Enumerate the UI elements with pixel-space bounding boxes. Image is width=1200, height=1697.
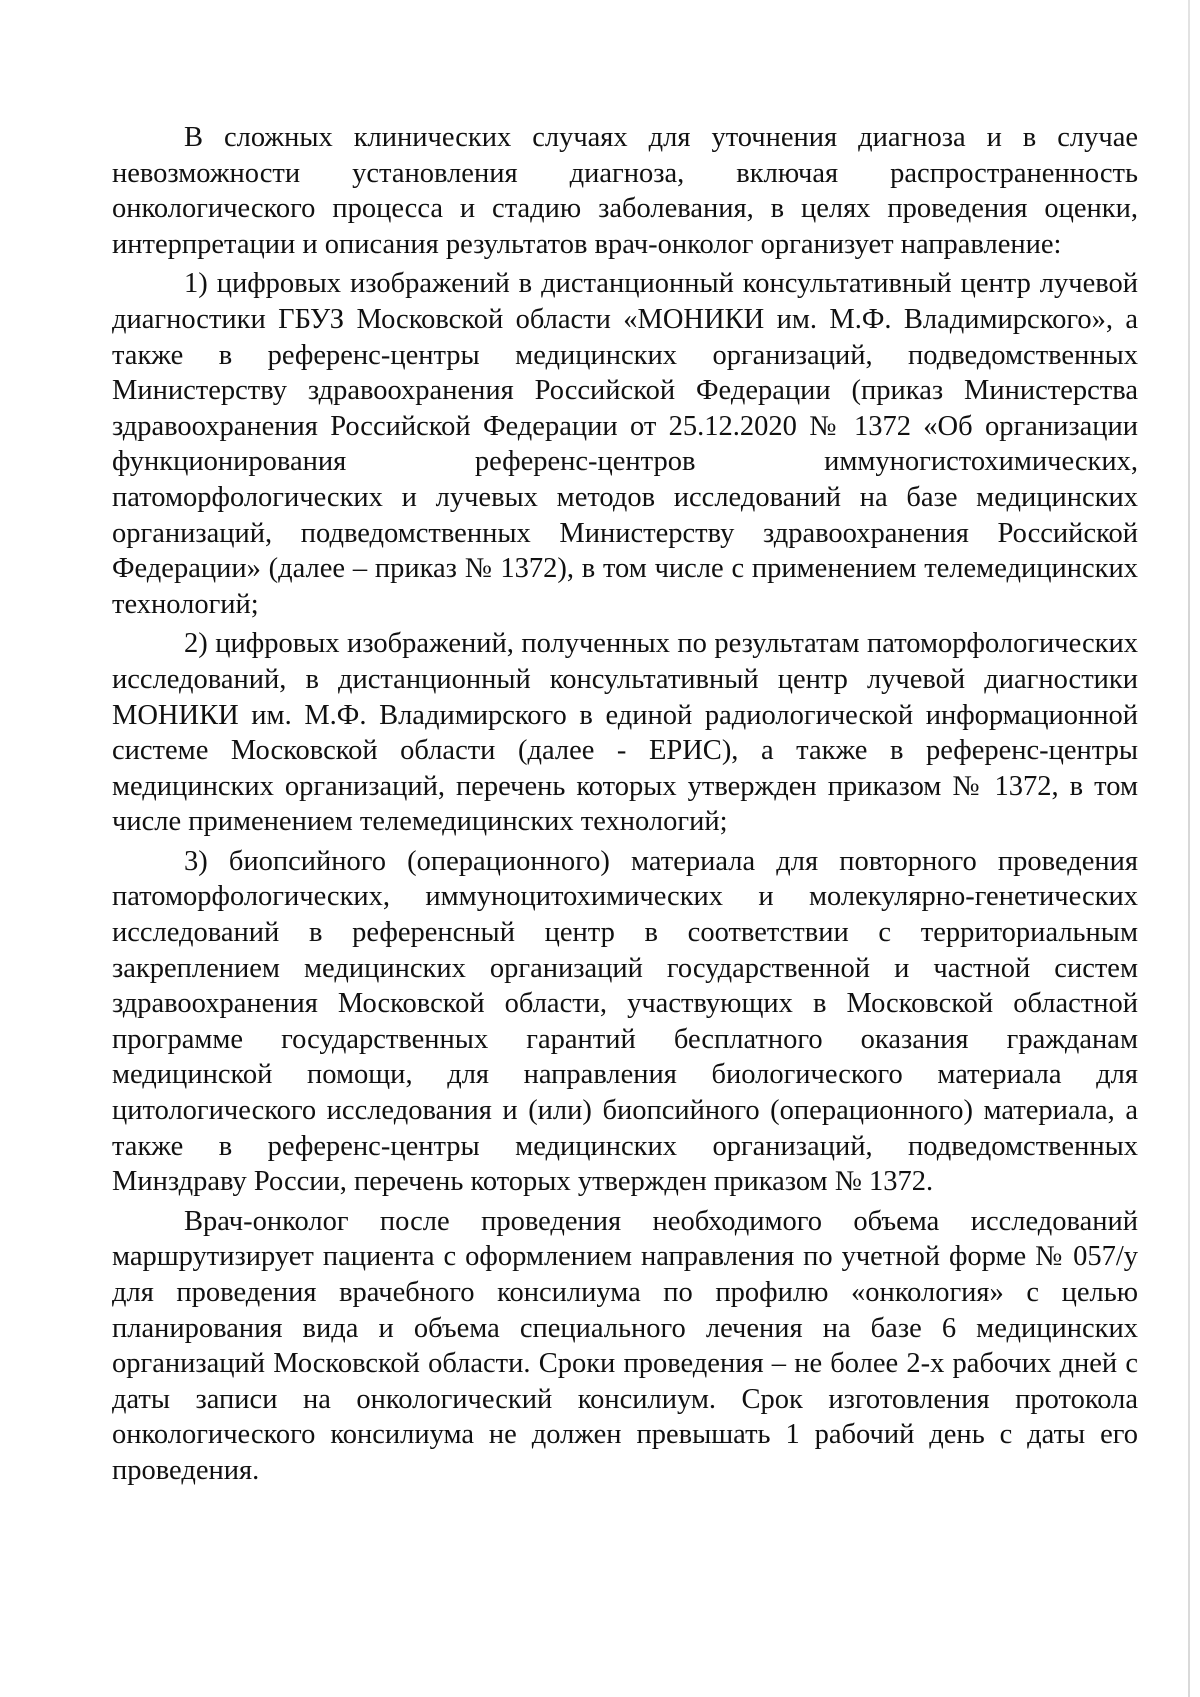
paragraph-item-2: 2) цифровых изображений, полученных по результатам патоморфологических исследований, в дистанционный консультативный центр лучевой диагностики МОНИКИ им. М.Ф. Владимирского в единой радиологической информационной системе Московской области (далее - ЕРИС), а также в референс-центры медицинских организаций, перечень которых утвержден приказом № 1372, в том числе применением телемедицинских технологий; bbox=[112, 628, 1138, 838]
scan-edge-line bbox=[1188, 0, 1190, 1697]
paragraph-item-1: 1) цифровых изображений в дистанционный консультативный центр лучевой диагностики ГБУЗ Московской области «МОНИКИ им. М.Ф. Владимирского», а также в референс-центры медицинских организаций, подведомственных Министерству здравоохранения Российской Федерации (приказ Министерства здравоохранения Российской Федерации от 25.12.2020 № 1372 «Об организации функционирования референс-центров иммуногистохимических, патоморфологических и лучевых методов исследований на базе медицинских организаций, подведомственных Министерству здравоохранения Российской Федерации» (далее – приказ № 1372), в том числе с применением телемедицинских технологий; bbox=[112, 268, 1138, 620]
paragraph-item-3: 3) биопсийного (операционного) материала для повторного проведения патоморфологических, иммуноцитохимических и молекулярно-генетических исследований в референсный центр в соответствии с территориальным закреплением медицинских организаций государственной и частной систем здравоохранения Московской области, участвующих в Московской областной программе государственных гарантий бесплатного оказания гражданам медицинской помощи, для направления биологического материала для цитологического исследования и (или) биопсийного (операционного) материала, а также в референс-центры медицинских организаций, подведомственных Минздраву России, перечень которых утвержден приказом № 1372. bbox=[112, 845, 1138, 1198]
paragraph-intro: В сложных клинических случаях для уточнения диагноза и в случае невозможности установления диагноза, включая распространенность онкологического процесса и стадию заболевания, в целях проведения оценки, интерпретации и описания результатов врач-онколог организует направление: bbox=[112, 122, 1138, 260]
paragraph-routing: Врач-онколог после проведения необходимого объема исследований маршрутизирует пациента с оформлением направления по учетной форме № 057/у для проведения врачебного консилиума по профилю «онкология» с целью планирования вида и объема специального лечения на базе 6 медицинских организаций Московской области. Сроки проведения – не более 2-х рабочих дней с даты записи на онкологический консилиум. Срок изготовления протокола онкологического консилиума не должен превышать 1 рабочий день с даты его проведения. bbox=[112, 1205, 1138, 1486]
document-body bbox=[112, 120, 1138, 1493]
